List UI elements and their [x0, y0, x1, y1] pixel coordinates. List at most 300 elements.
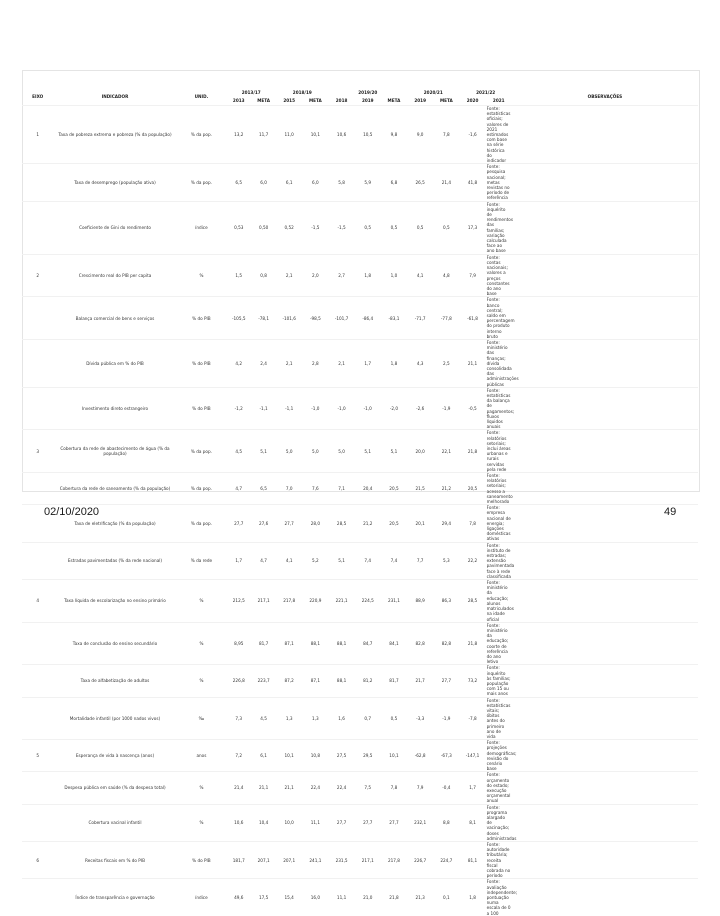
unit-cell: %	[199, 272, 204, 278]
indicator-cell: Esperança de vida à nascença (anos)	[75, 753, 155, 759]
value-cell: 49,6	[234, 895, 244, 901]
value-cell: -147,1	[465, 753, 480, 759]
value-cell: 181,7	[232, 857, 245, 863]
observation-cell: Fonte: ministério da educação; alunos matriculados na idade oficial	[486, 580, 514, 622]
value-cell: 20,4	[363, 486, 373, 492]
value-cell: 17,5	[258, 895, 269, 901]
indicator-cell: Mortalidade infantil (por 1000 nados vivos)	[69, 715, 161, 721]
indicator-cell: Balança comercial de bens e serviços	[75, 315, 155, 321]
value-cell: 7,7	[416, 558, 424, 564]
value-cell: 7,1	[338, 486, 345, 492]
value-cell: 5,0	[338, 448, 345, 454]
value-cell: 6,5	[260, 486, 267, 492]
value-cell: -105,5	[232, 315, 246, 321]
value-cell: 6,5	[235, 179, 243, 185]
header-unit: UNID.	[194, 93, 209, 99]
value-cell: 0,1	[443, 895, 450, 901]
value-cell: 4,3	[416, 360, 424, 366]
table-row	[22, 879, 698, 916]
axis-cell	[22, 622, 53, 665]
value-cell: 88,1	[336, 678, 347, 684]
value-cell: 0,8	[260, 272, 267, 278]
value-cell: 2,1	[338, 360, 345, 366]
value-cell: 6,0	[260, 179, 267, 185]
axis-cell: 2	[36, 272, 40, 278]
observation-cell: Fonte: ministério da educação; coorte de referência do ano letivo	[486, 622, 509, 665]
value-cell: -1,5	[337, 225, 346, 231]
unit-cell: % do PIB	[192, 405, 211, 411]
unit-cell: índice	[195, 225, 208, 231]
value-cell: 8,95	[234, 640, 244, 646]
value-cell: 6,1	[285, 179, 293, 185]
header-sub: 2013	[232, 98, 245, 104]
axis-cell	[22, 804, 53, 841]
value-cell: 7,8	[390, 785, 398, 791]
value-cell: 221,1	[335, 598, 348, 604]
unit-cell: % da rede	[190, 558, 213, 564]
value-cell: -1,6	[468, 132, 477, 138]
value-cell: 2,5	[443, 360, 450, 366]
unit-cell: % do PIB	[192, 360, 211, 366]
value-cell: 8,1	[469, 820, 476, 826]
value-cell: 4,2	[235, 360, 243, 366]
axis-cell	[22, 697, 53, 740]
unit-cell: índice	[195, 895, 208, 901]
value-cell: 20,5	[389, 486, 399, 492]
axis-cell	[22, 201, 53, 254]
unit-cell: %	[199, 598, 204, 604]
value-cell: 21,1	[258, 785, 269, 791]
table-row	[22, 164, 698, 201]
value-cell: -98,5	[309, 315, 321, 321]
header-sub: META	[439, 98, 453, 104]
value-cell: 6,0	[312, 179, 319, 185]
table-body	[22, 106, 698, 916]
header-sub: META	[257, 98, 271, 104]
value-cell: 2,1	[285, 360, 293, 366]
value-cell: 27,7	[441, 678, 452, 684]
header-period: 2021/22	[476, 89, 496, 95]
value-cell: 4,7	[260, 558, 267, 564]
value-cell: 81,7	[258, 640, 269, 646]
unit-cell: % da pop.	[190, 520, 212, 526]
value-cell: 2,7	[338, 272, 345, 278]
table-row	[22, 339, 698, 387]
value-cell: 86,3	[441, 598, 452, 604]
header-sub: 2015	[283, 98, 296, 104]
indicator-cell: Taxa de pobreza extrema e pobreza (% da população)	[58, 132, 172, 138]
axis-cell	[22, 387, 53, 430]
value-cell: 22,4	[310, 785, 321, 791]
value-cell: -1,2	[234, 405, 243, 411]
value-cell: 10,6	[336, 132, 347, 138]
axis-cell	[22, 542, 53, 579]
table-row	[22, 473, 698, 505]
value-cell: 10,4	[258, 820, 269, 826]
table-row	[22, 106, 698, 164]
value-cell: 1,3	[312, 715, 319, 721]
unit-cell: %	[199, 785, 204, 791]
value-cell: 1,7	[364, 360, 372, 366]
value-cell: 1,7	[469, 785, 476, 791]
value-cell: 0,5	[416, 225, 424, 231]
value-cell: 22,1	[441, 448, 452, 454]
value-cell: 29,4	[441, 520, 452, 526]
table-row	[22, 697, 698, 740]
value-cell: 7,6	[312, 486, 319, 492]
value-cell: 4,8	[443, 272, 450, 278]
table-row	[22, 740, 698, 772]
value-cell: 21,1	[467, 360, 478, 366]
unit-cell: %	[199, 640, 204, 646]
header-sub: 2020	[466, 98, 479, 104]
value-cell: -71,7	[414, 315, 426, 321]
value-cell: 4,1	[285, 558, 293, 564]
value-cell: 1,6	[338, 715, 345, 721]
value-cell: 11,1	[336, 895, 347, 901]
value-cell: 21,3	[415, 895, 425, 901]
value-cell: 87,1	[310, 678, 321, 684]
observation-cell: Fonte: orçamento do estado; execução orçamental anual	[486, 772, 511, 804]
value-cell: 27,5	[336, 753, 347, 759]
indicator-cell: Estradas pavimentadas (% da rede nacional)	[67, 558, 163, 564]
value-cell: 21,4	[234, 785, 244, 791]
observation-cell: Fonte: relatórios setoriais; inclui áreas urbanas e rurais servidas pela rede	[486, 430, 511, 472]
unit-cell: % do PIB	[192, 857, 211, 863]
value-cell: 21,8	[467, 448, 478, 454]
indicator-cell: Taxa de eletrificação (% da população)	[74, 520, 156, 526]
value-cell: 0,5	[390, 715, 398, 721]
header-period: 2019/20	[358, 89, 378, 95]
axis-cell	[22, 164, 53, 201]
value-cell: 81,7	[389, 678, 399, 684]
value-cell: -0,4	[442, 785, 451, 791]
value-cell: 5,8	[338, 179, 345, 185]
value-cell: 1,8	[469, 895, 476, 901]
value-cell: 5,0	[285, 448, 293, 454]
value-cell: 10,1	[389, 753, 399, 759]
table-row	[22, 772, 698, 804]
value-cell: 88,1	[310, 640, 321, 646]
value-cell: 4,7	[235, 486, 243, 492]
value-cell: 15,4	[284, 895, 294, 901]
value-cell: 1,8	[390, 360, 398, 366]
observation-cell: Fonte: contas nacionais; valores a preços constantes do ano base	[486, 254, 510, 297]
value-cell: 7,5	[364, 785, 372, 791]
value-cell: 29,5	[363, 753, 373, 759]
unit-cell: ‰	[198, 715, 205, 721]
value-cell: 8,8	[443, 820, 450, 826]
value-cell: 84,7	[363, 640, 373, 646]
value-cell: 4,5	[235, 448, 243, 454]
value-cell: 5,0	[312, 448, 319, 454]
value-cell: 9,8	[390, 132, 398, 138]
value-cell: -1,9	[442, 405, 451, 411]
value-cell: 27,7	[389, 820, 399, 826]
value-cell: 20,0	[415, 448, 425, 454]
observation-cell: Fonte: estatísticas oficiais; valores de 2021 estimados com base na série histórica do indicador	[486, 106, 511, 164]
header-axis: EIXO	[32, 93, 44, 99]
axis-cell: 1	[36, 132, 40, 138]
observation-cell: Fonte: empresa nacional de energia; ligações domésticas ativas	[486, 505, 511, 542]
value-cell: -7,8	[468, 715, 477, 721]
value-cell: 7,4	[390, 558, 398, 564]
value-cell: 84,1	[389, 640, 399, 646]
value-cell: 10,6	[234, 820, 244, 826]
value-cell: -1,0	[311, 405, 320, 411]
header-sub: 2018	[335, 98, 348, 104]
slide-number: 49	[664, 506, 677, 518]
value-cell: 5,9	[364, 179, 372, 185]
observation-cell: Fonte: programa alargado de vacinação; doses administradas	[486, 804, 517, 841]
value-cell: 27,7	[284, 520, 294, 526]
value-cell: 87,2	[284, 678, 294, 684]
value-cell: 0,52	[284, 225, 294, 231]
indicators-table	[22, 88, 698, 916]
indicator-cell: Cobertura da rede de abastecimento de água (% da população)	[60, 446, 170, 457]
observation-cell: Fonte: banco central; saldo em percentagem do produto interno bruto	[486, 297, 515, 339]
value-cell: -1,0	[337, 405, 346, 411]
value-cell: 7,9	[416, 785, 424, 791]
value-cell: -61,8	[467, 315, 478, 321]
observation-cell: Fonte: inquérito às famílias; população com 15 ou mais anos	[486, 665, 511, 697]
value-cell: 4,1	[416, 272, 424, 278]
value-cell: -67,3	[440, 753, 452, 759]
axis-cell	[22, 772, 53, 804]
value-cell: 11,1	[310, 820, 321, 826]
value-cell: 226,7	[414, 857, 427, 863]
header-indicator: INDICADOR	[101, 93, 129, 99]
observation-cell: Fonte: estatísticas vitais; óbitos antes do primeiro ano de vida	[486, 697, 511, 739]
value-cell: 4,5	[260, 715, 267, 721]
value-cell: 6,1	[260, 753, 267, 759]
slide-date: 02/10/2020	[44, 506, 100, 518]
indicator-cell: Despesa pública em saúde (% da despesa total)	[64, 785, 166, 791]
value-cell: 28,5	[467, 598, 478, 604]
value-cell: 11,0	[284, 132, 294, 138]
value-cell: 231,1	[387, 598, 400, 604]
value-cell: 26,5	[415, 179, 425, 185]
value-cell: 5,1	[338, 558, 345, 564]
value-cell: 21,7	[415, 678, 425, 684]
value-cell: 27,7	[363, 820, 373, 826]
header-row-periods	[22, 88, 698, 97]
value-cell: -77,8	[440, 315, 452, 321]
value-cell: 0,7	[364, 715, 372, 721]
value-cell: 0,50	[258, 225, 269, 231]
value-cell: 220,9	[309, 598, 322, 604]
table-row	[22, 665, 698, 697]
indicator-cell: Cobertura vacinal infantil	[88, 820, 142, 826]
value-cell: 6,8	[390, 179, 398, 185]
value-cell: 7,9	[469, 272, 476, 278]
observation-cell: Fonte: pesquisa nacional; metas revistas no período de referência	[486, 164, 510, 201]
value-cell: 7,8	[469, 520, 476, 526]
value-cell: -2,0	[389, 405, 399, 411]
table-row	[22, 842, 698, 879]
unit-cell: % da pop.	[190, 132, 212, 138]
value-cell: 7,0	[285, 486, 293, 492]
value-cell: 1,5	[235, 272, 243, 278]
value-cell: 27,6	[258, 520, 269, 526]
axis-cell: 4	[36, 598, 40, 604]
axis-cell	[22, 879, 53, 916]
value-cell: 20,5	[389, 520, 399, 526]
axis-cell: 5	[36, 753, 40, 759]
value-cell: -3,3	[416, 715, 425, 721]
value-cell: 1,8	[364, 272, 372, 278]
table-row	[22, 254, 698, 297]
observation-cell: Fonte: inquérito de rendimentos das famílias; variação calculada face ao ano base	[486, 201, 514, 254]
axis-cell: 3	[36, 448, 40, 454]
value-cell: 231,5	[335, 857, 348, 863]
value-cell: 5,3	[443, 558, 450, 564]
observation-cell: Fonte: projeções demográficas; revisão do cenário base	[486, 740, 517, 772]
value-cell: 20,1	[415, 520, 425, 526]
value-cell: 0,5	[390, 225, 398, 231]
value-cell: -1,9	[442, 715, 451, 721]
axis-cell: 6	[36, 857, 40, 863]
unit-cell: %	[199, 820, 204, 826]
value-cell: 224,5	[361, 598, 374, 604]
value-cell: 9,0	[416, 132, 424, 138]
table-row	[22, 387, 698, 430]
value-cell: 217,8	[387, 857, 400, 863]
value-cell: 1,3	[285, 715, 293, 721]
table-row	[22, 505, 698, 542]
value-cell: -2,6	[416, 405, 425, 411]
indicator-cell: Taxa de conclusão do ensino secundário	[72, 640, 158, 646]
indicator-cell: Coeficiente de Gini do rendimento	[79, 225, 151, 231]
value-cell: 20,5	[467, 486, 478, 492]
observation-cell: Fonte: instituto de estradas; extensão pavimentada face à rede classificada	[486, 542, 515, 579]
table-row	[22, 804, 698, 841]
value-cell: 16,0	[310, 895, 321, 901]
value-cell: 28,0	[310, 520, 321, 526]
axis-cell	[22, 473, 53, 505]
value-cell: 207,1	[283, 857, 296, 863]
table-row	[22, 297, 698, 340]
value-cell: 21,4	[441, 179, 452, 185]
header-sub: 2019	[414, 98, 426, 104]
value-cell: 21,5	[415, 486, 425, 492]
value-cell: -86,4	[362, 315, 374, 321]
unit-cell: % da pop.	[190, 179, 212, 185]
header-period: 2018/19	[292, 89, 312, 95]
observation-cell: Fonte: ministério das finanças; dívida consolidada das administrações públicas	[486, 339, 519, 387]
value-cell: 207,1	[257, 857, 270, 863]
value-cell: -1,1	[259, 405, 268, 411]
value-cell: 0,5	[443, 225, 450, 231]
value-cell: 7,3	[235, 715, 243, 721]
header-sub: 2021	[492, 98, 505, 104]
value-cell: 88,9	[415, 598, 425, 604]
value-cell: 81,1	[467, 857, 478, 863]
table-row	[22, 430, 698, 473]
value-cell: 232,1	[414, 820, 427, 826]
value-cell: 7,4	[364, 558, 372, 564]
unit-cell: % da pop.	[190, 448, 212, 454]
observation-cell: Fonte: autoridade tributária; receita fiscal cobrada no período	[486, 842, 511, 879]
value-cell: 10,0	[284, 820, 294, 826]
table-row	[22, 580, 698, 623]
value-cell: -1,5	[311, 225, 320, 231]
axis-cell	[22, 297, 53, 340]
value-cell: 82,8	[415, 640, 425, 646]
value-cell: 87,1	[284, 640, 294, 646]
value-cell: 21,2	[363, 520, 373, 526]
indicator-cell: Investimento direto estrangeiro	[81, 405, 149, 411]
value-cell: 2,0	[312, 272, 319, 278]
value-cell: 21,2	[441, 486, 452, 492]
value-cell: 2,1	[285, 272, 293, 278]
value-cell: 223,7	[257, 678, 270, 684]
observation-cell: Fonte: estatísticas da balança de pagamentos; fluxos líquidos anuais	[486, 387, 515, 430]
value-cell: 7,8	[443, 132, 450, 138]
value-cell: 212,5	[232, 598, 245, 604]
value-cell: 1,0	[390, 272, 398, 278]
indicator-cell: Taxa de alfabetização de adultos	[80, 678, 150, 684]
value-cell: 22,4	[336, 785, 347, 791]
table-row	[22, 201, 698, 254]
axis-cell	[22, 339, 53, 387]
value-cell: 217,1	[361, 857, 374, 863]
value-cell: 41,8	[467, 179, 478, 185]
value-cell: -101,6	[282, 315, 296, 321]
value-cell: 217,1	[257, 598, 270, 604]
value-cell: 21,8	[467, 640, 478, 646]
value-cell: 241,1	[309, 857, 322, 863]
header-observations: OBSERVAÇÕES	[587, 93, 623, 99]
indicator-cell: Receitas fiscais em % do PIB	[85, 857, 145, 863]
value-cell: -1,1	[285, 405, 294, 411]
value-cell: 17,3	[467, 225, 478, 231]
value-cell: -78,1	[258, 315, 270, 321]
observation-cell: Fonte: relatórios setoriais; acesso a saneamento melhorado	[486, 473, 513, 505]
unit-cell: %	[199, 678, 204, 684]
value-cell: 5,1	[364, 448, 372, 454]
indicator-cell: Crescimento real do PIB per capita	[78, 272, 152, 278]
indicator-cell: Taxa líquida de escolarização no ensino primário	[64, 598, 166, 604]
indicator-cell: Cobertura da rede de saneamento (% da população)	[59, 486, 171, 492]
axis-cell	[22, 665, 53, 697]
value-cell: 5,1	[390, 448, 398, 454]
value-cell: 73,2	[467, 678, 478, 684]
value-cell: 0,53	[234, 225, 244, 231]
value-cell: 10,1	[284, 753, 294, 759]
value-cell: 10,1	[310, 132, 321, 138]
value-cell: 10,8	[310, 753, 321, 759]
header-sub: META	[387, 98, 401, 104]
value-cell: 5,2	[312, 558, 319, 564]
value-cell: -0,5	[468, 405, 477, 411]
value-cell: -83,1	[388, 315, 400, 321]
value-cell: 226,8	[232, 678, 245, 684]
table-row	[22, 542, 698, 579]
observation-cell: Fonte: avaliação independente; pontuação numa escala de 0 a 100	[486, 879, 518, 916]
value-cell: 5,1	[260, 448, 267, 454]
header-sub: META	[308, 98, 322, 104]
value-cell: -1,0	[363, 405, 372, 411]
value-cell: 82,8	[441, 640, 452, 646]
value-cell: 2,8	[312, 360, 319, 366]
header-period: 2020/21	[423, 89, 443, 95]
value-cell: 1,7	[235, 558, 243, 564]
value-cell: 27,7	[336, 820, 347, 826]
value-cell: 27,7	[234, 520, 244, 526]
indicator-cell: Índice de transparência e governação	[75, 895, 155, 901]
value-cell: 224,7	[440, 857, 453, 863]
